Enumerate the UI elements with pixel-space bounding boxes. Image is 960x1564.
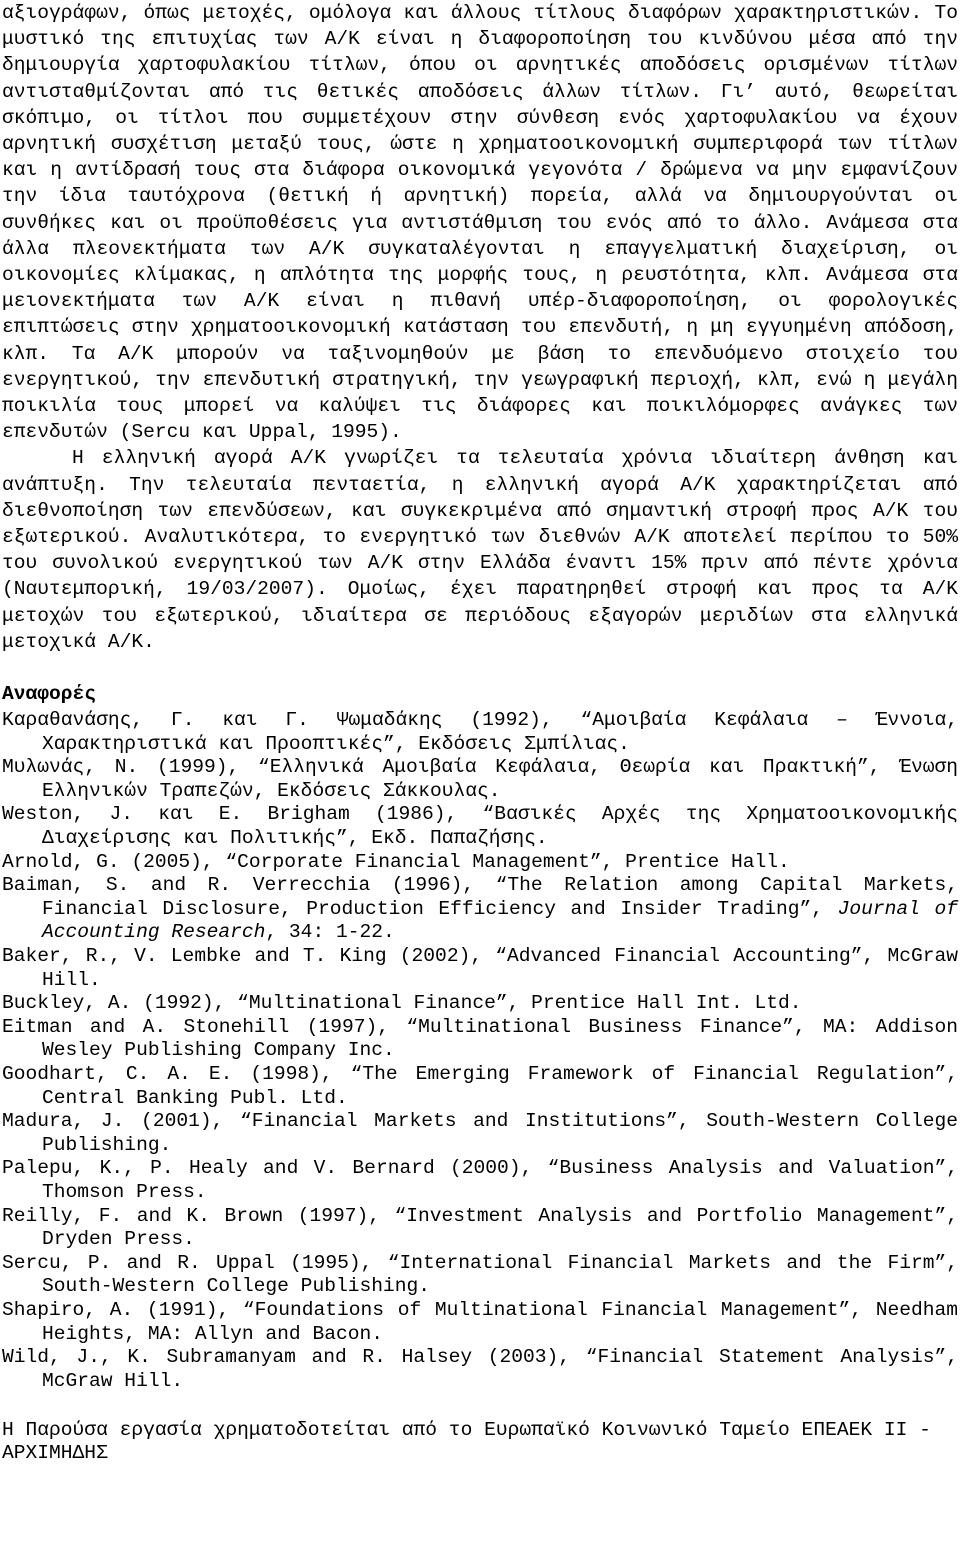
reference-text: Sercu, P. and R. Uppal (1995), “International Financial Markets and the Firm”, South-Western College Publishing.	[2, 1251, 958, 1298]
references-list	[2, 709, 958, 1393]
paragraph-text: αξιογράφων, όπως μετοχές, ομόλογα και άλλους τίτλους διαφόρων χαρακτηριστικών. Το μυστικό της επιτυχίας των Α/Κ είναι η διαφοροποίηση του κινδύνου μέσα από την δημιουργία χαρτοφυλακίου τίτλων, όπου οι αρνητικές αποδόσεις ορισμένων τίτλων αντισταθμίζονται από τις θετικές αποδόσεις άλλων τίτλων. Γι’ αυτό, θεωρείται σκόπιμο, οι τίτλοι που συμμετέχουν στην σύνθεση ενός χαρτοφυλακίου να έχουν αρνητική συσχέτιση μεταξύ τους, ώστε η χρηματοοικονομική συμπεριφορά των τίτλων και η αντίδρασή τους στα διάφορα οικονομικά γεγονότα / δρώμενα να μην εμφανίζουν την ίδια ταυτόχρονα (θετική ή αρνητική) πορεία, αλλά να δημιουργούνται οι συνθήκες και οι προϋποθέσεις για αντιστάθμιση του ενός από το άλλο. Ανάμεσα στα άλλα πλεονεκτήματα των Α/Κ συγκαταλέγονται η επαγγελματική διαχείριση, οι οικονομίες κλίμακας, η απλότητα της μορφής τους, η ρευστότητα, κλπ. Ανάμεσα στα μειονεκτήματα των Α/Κ είναι η πιθανή υπέρ-διαφοροποίηση, οι φορολογικές επιπτώσεις στην χρηματοοικονομική κατάσταση του επενδυτή, η μη εγγυημένη απόδοση, κλπ. Τα Α/Κ μπορούν να ταξινομηθούν με βάση το επενδυόμενο στοιχείο του ενεργητικού, την επενδυτική στρατηγική, την γεωγραφική περιοχή, κλπ, ενώ η μεγάλη ποικιλία τους μπορεί να καλύψει τις διάφορες και ποικιλόμορφες ανάγκες των επενδυτών (Sercu και Uppal, 1995).	[2, 2, 958, 444]
journal-title: Journal of Accounting Research	[42, 897, 958, 944]
reference-item	[2, 1252, 958, 1299]
reference-item	[2, 851, 958, 875]
body-text	[2, 0, 958, 655]
reference-text: Goodhart, C. A. E. (1998), “The Emerging Framework of Financial Regulation”, Central Banking Publ. Ltd.	[2, 1062, 958, 1109]
reference-item	[2, 1299, 958, 1346]
reference-text: Μυλωνάς, Ν. (1999), “Ελληνικά Αμοιβαία Κεφάλαια, Θεωρία και Πρακτική”, Ένωση Ελληνικών Τραπεζών, Εκδόσεις Σάκκουλας.	[2, 756, 958, 802]
reference-text: Eitman and A. Stonehill (1997), “Multinational Business Finance”, MA: Addison Wesley Publishing Company Inc.	[2, 1015, 958, 1062]
reference-item	[2, 803, 958, 850]
reference-item	[2, 1063, 958, 1110]
reference-text-tail: , 34: 1-22.	[265, 921, 395, 944]
reference-item	[2, 1205, 958, 1252]
reference-item	[2, 992, 958, 1016]
reference-text: Baker, R., V. Lembke and T. King (2002), “Advanced Financial Accounting”, McGraw Hill.	[2, 945, 958, 991]
reference-item	[2, 709, 958, 756]
reference-item	[2, 874, 958, 945]
document-page	[2, 0, 958, 1465]
reference-text: Baiman, S. and R. Verrecchia (1996), “The Relation among Capital Markets, Financial Disclosure, Production Efficiency and Insider Trading”,	[2, 874, 958, 920]
paragraph	[2, 0, 958, 445]
funding-footer: Η Παρούσα εργασία χρηματοδοτείται από το Ευρωπαϊκό Κοινωνικό Ταμείο ΕΠΕΑΕΚ II - ΑΡΧΙΜΗΔΗΣ	[2, 1419, 931, 1465]
reference-text: Καραθανάσης, Γ. και Γ. Ψωμαδάκης (1992), “Αμοιβαία Κεφάλαια – Έννοια, Χαρακτηριστικά και Προοπτικές”, Εκδόσεις Σμπίλιας.	[2, 709, 958, 755]
reference-text: Arnold, G. (2005), “Corporate Financial Management”, Prentice Hall.	[2, 850, 790, 873]
reference-item	[2, 1110, 958, 1157]
reference-text: Shapiro, A. (1991), “Foundations of Multinational Financial Management”, Needham Heights, MA: Allyn and Bacon.	[2, 1298, 958, 1345]
reference-item	[2, 1157, 958, 1204]
reference-text: Weston, J. και E. Brigham (1986), “Βασικές Αρχές της Χρηματοοικονομικής Διαχείρισης και Πολιτικής”, Εκδ. Παπαζήσης.	[2, 803, 958, 850]
reference-text: Madura, J. (2001), “Financial Markets and Institutions”, South-Western College Publishing.	[2, 1110, 958, 1156]
reference-item	[2, 756, 958, 803]
paragraph-text: Η ελληνική αγορά Α/Κ γνωρίζει τα τελευταία χρόνια ιδιαίτερη άνθηση και ανάπτυξη. Την τελευταία πενταετία, η ελληνική αγορά Α/Κ χαρακτηρίζεται από διεθνοποίηση των επενδύσεων, και συγκεκριμένα από σημαντική στροφή προς Α/Κ του εξωτερικού. Αναλυτικότερα, το ενεργητικό των διεθνών Α/Κ αποτελεί περίπου το 50% του συνολικού ενεργητικού των Α/Κ στην Ελλάδα έναντι 15% πριν από πέντε χρόνια (Ναυτεμπορική, 19/03/2007). Ομοίως, έχει παρατηρηθεί στροφή και προς τα Α/Κ μετοχών του εξωτερικού, ιδιαίτερα σε περιόδους εξαγορών μεριδίων στα ελληνικά μετοχικά Α/Κ.	[2, 447, 958, 653]
reference-text: Buckley, A. (1992), “Multinational Finance”, Prentice Hall Int. Ltd.	[2, 992, 802, 1015]
paragraph	[2, 445, 958, 655]
reference-text: Wild, J., K. Subramanyam and R. Halsey (2003), “Financial Statement Analysis”, McGraw Hill.	[2, 1346, 958, 1392]
reference-text: Palepu, K., P. Healy and V. Bernard (2000), “Business Analysis and Valuation”, Thomson Press.	[2, 1157, 958, 1203]
reference-text: Reilly, F. and K. Brown (1997), “Investment Analysis and Portfolio Management”, Dryden Press.	[2, 1204, 958, 1251]
reference-item	[2, 1346, 958, 1393]
reference-item	[2, 945, 958, 992]
references-heading: Αναφορές	[2, 683, 97, 706]
reference-item	[2, 1016, 958, 1063]
